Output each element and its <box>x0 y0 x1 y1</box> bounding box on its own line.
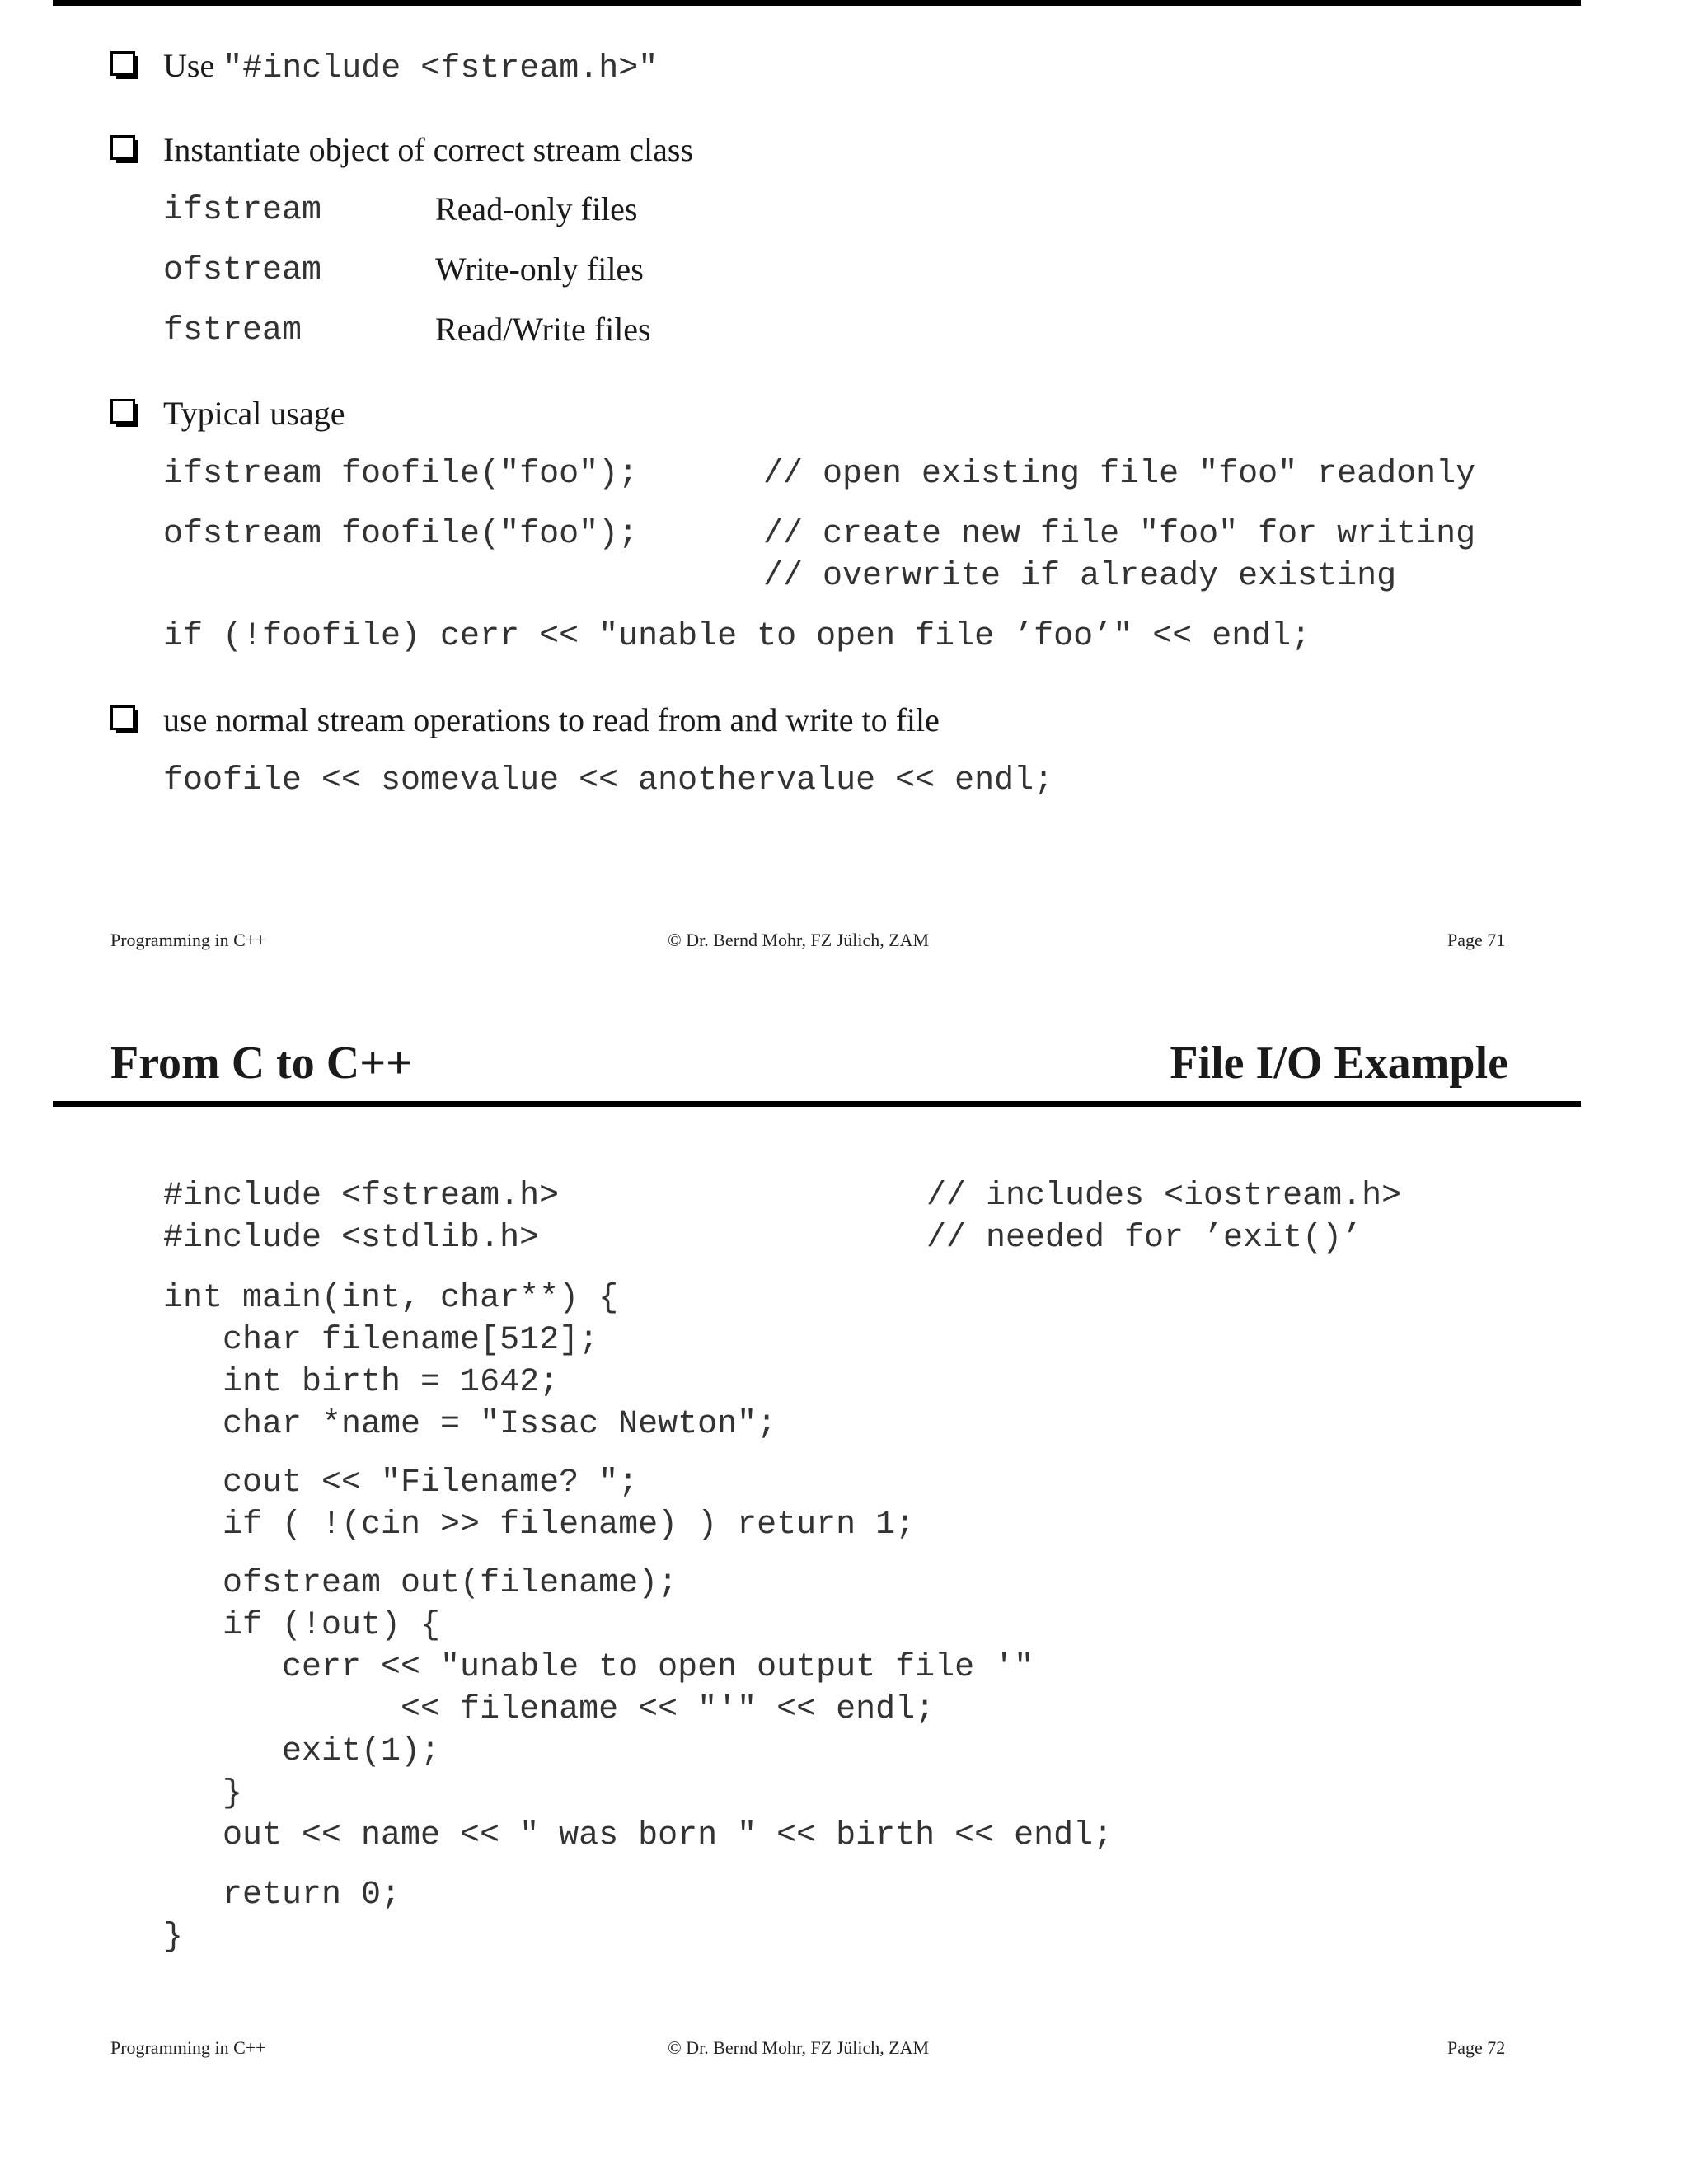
code-return: return 0; } <box>163 1877 401 1956</box>
code-main-declarations: int main(int, char**) { char filename[512]; int birth = 1642; char *name = "Issac Newton"; <box>163 1280 777 1443</box>
page-72-top-rule <box>53 1101 1581 1107</box>
stream-class-desc: Write-only files <box>435 251 644 288</box>
usage-code: ifstream foofile("foo"); <box>163 456 639 493</box>
usage-comment: // open existing file "foo" readonly <box>763 456 1476 493</box>
slide-title: File I/O Example <box>1170 1038 1508 1089</box>
footer-copyright: © Dr. Bernd Mohr, FZ Jülich, ZAM <box>668 2037 930 2058</box>
include-code: "#include <fstream.h>" <box>223 50 659 87</box>
bullet-icon <box>110 399 135 424</box>
include-line: #include <stdlib.h> <box>163 1220 540 1257</box>
code-read-filename: cout << "Filename? "; if ( !(cin >> filename) ) return 1; <box>223 1465 916 1544</box>
bullet-icon <box>110 705 135 730</box>
stream-class-name: fstream <box>163 312 302 349</box>
page-71-top-rule <box>53 0 1581 6</box>
include-comment: // needed for ’exit()’ <box>926 1220 1362 1257</box>
stream-class-name: ofstream <box>163 252 322 289</box>
include-comment: // includes <iostream.h> <box>926 1178 1402 1215</box>
bullet-typical-usage: Typical usage <box>163 395 345 432</box>
footer-copyright: © Dr. Bernd Mohr, FZ Jülich, ZAM <box>668 930 930 950</box>
stream-op-code: foofile << somevalue << anothervalue << endl; <box>163 762 1054 799</box>
bullet-stream-ops: use normal stream operations to read from and write to file <box>163 701 940 738</box>
footer-course: Programming in C++ <box>110 930 266 950</box>
usage-comment: // overwrite if already existing <box>763 558 1397 595</box>
bullet-text: Use <box>163 47 223 84</box>
include-line: #include <fstream.h> <box>163 1178 560 1215</box>
footer-page-number: Page 72 <box>1447 2037 1506 2058</box>
page-title: From C to C++ <box>110 1038 413 1089</box>
code-write-file: ofstream out(filename); if (!out) { cerr << "unable to open output file '" << filename << "'" << endl; exit(1); } out << name << " was born " << birth << endl; <box>223 1565 1114 1854</box>
bullet-icon <box>110 51 135 76</box>
stream-class-desc: Read/Write files <box>435 311 651 348</box>
usage-code: if (!foofile) cerr << "unable to open file ’foo’" << endl; <box>163 618 1311 655</box>
usage-comment: // create new file "foo" for writing <box>763 516 1476 553</box>
bullet-use-include <box>163 49 658 86</box>
bullet-icon <box>110 135 135 160</box>
footer-course: Programming in C++ <box>110 2037 266 2058</box>
footer-page-number: Page 71 <box>1447 930 1506 950</box>
stream-class-desc: Read-only files <box>435 190 638 227</box>
stream-class-name: ifstream <box>163 192 322 229</box>
bullet-instantiate: Instantiate object of correct stream class <box>163 131 694 168</box>
usage-code: ofstream foofile("foo"); <box>163 516 639 553</box>
